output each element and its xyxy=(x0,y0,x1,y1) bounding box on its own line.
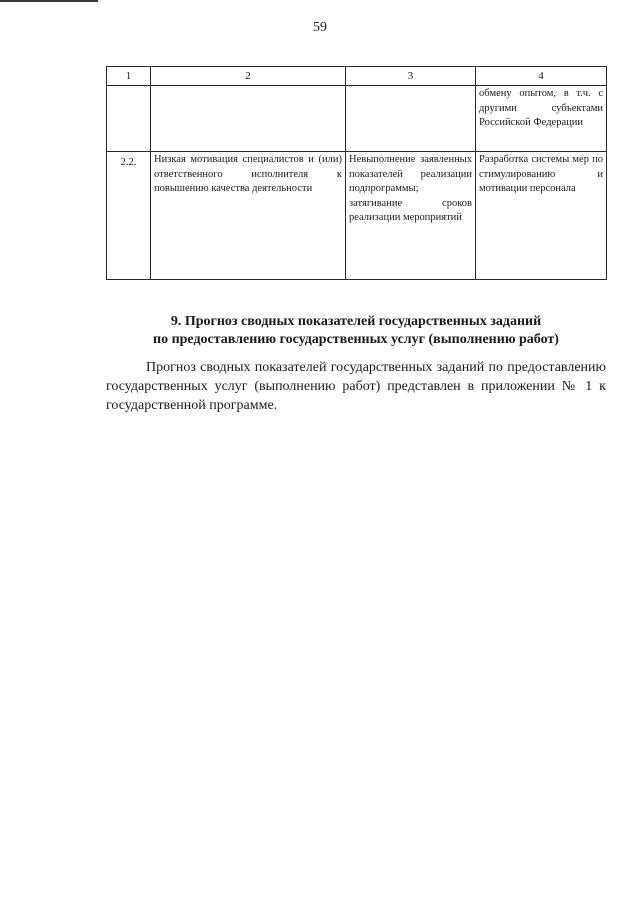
page-number: 59 xyxy=(313,20,327,35)
section-heading xyxy=(106,313,606,349)
row-number-cell: 2.2. xyxy=(107,152,151,280)
measure-cell: обмену опытом, в т.ч. с другими субъектами Российской Федерации xyxy=(476,86,607,152)
column-header: 1 xyxy=(107,67,151,86)
consequence-cell xyxy=(346,86,476,152)
table-row xyxy=(107,152,607,280)
section-paragraph: Прогноз сводных показателей государственных заданий по предоставлению государственных услуг (выполнению работ) представлен в приложении № 1 к государственной программе. xyxy=(106,360,606,413)
consequence-cell: Невыполнение заявленных показателей реализации подпрограммы; затягивание сроков реализации мероприятий xyxy=(346,152,476,280)
risk-cell xyxy=(151,86,346,152)
row-number-cell xyxy=(107,86,151,152)
section-heading-line: 9. Прогноз сводных показателей государственных заданий xyxy=(170,314,542,329)
column-header: 2 xyxy=(151,67,346,86)
scan-edge-mark xyxy=(0,0,98,2)
risk-cell: Низкая мотивация специалистов и (или) ответственного исполнителя к повышению качества деятельности xyxy=(151,152,346,280)
column-header: 3 xyxy=(346,67,476,86)
risk-table xyxy=(106,66,607,280)
table-header-row xyxy=(107,67,607,86)
column-header: 4 xyxy=(476,67,607,86)
measure-cell: Разработка системы мер по стимулированию и мотивации персонала xyxy=(476,152,607,280)
table-row xyxy=(107,86,607,152)
section-heading-line: по предоставлению государственных услуг (выполнению работ) xyxy=(153,332,559,347)
